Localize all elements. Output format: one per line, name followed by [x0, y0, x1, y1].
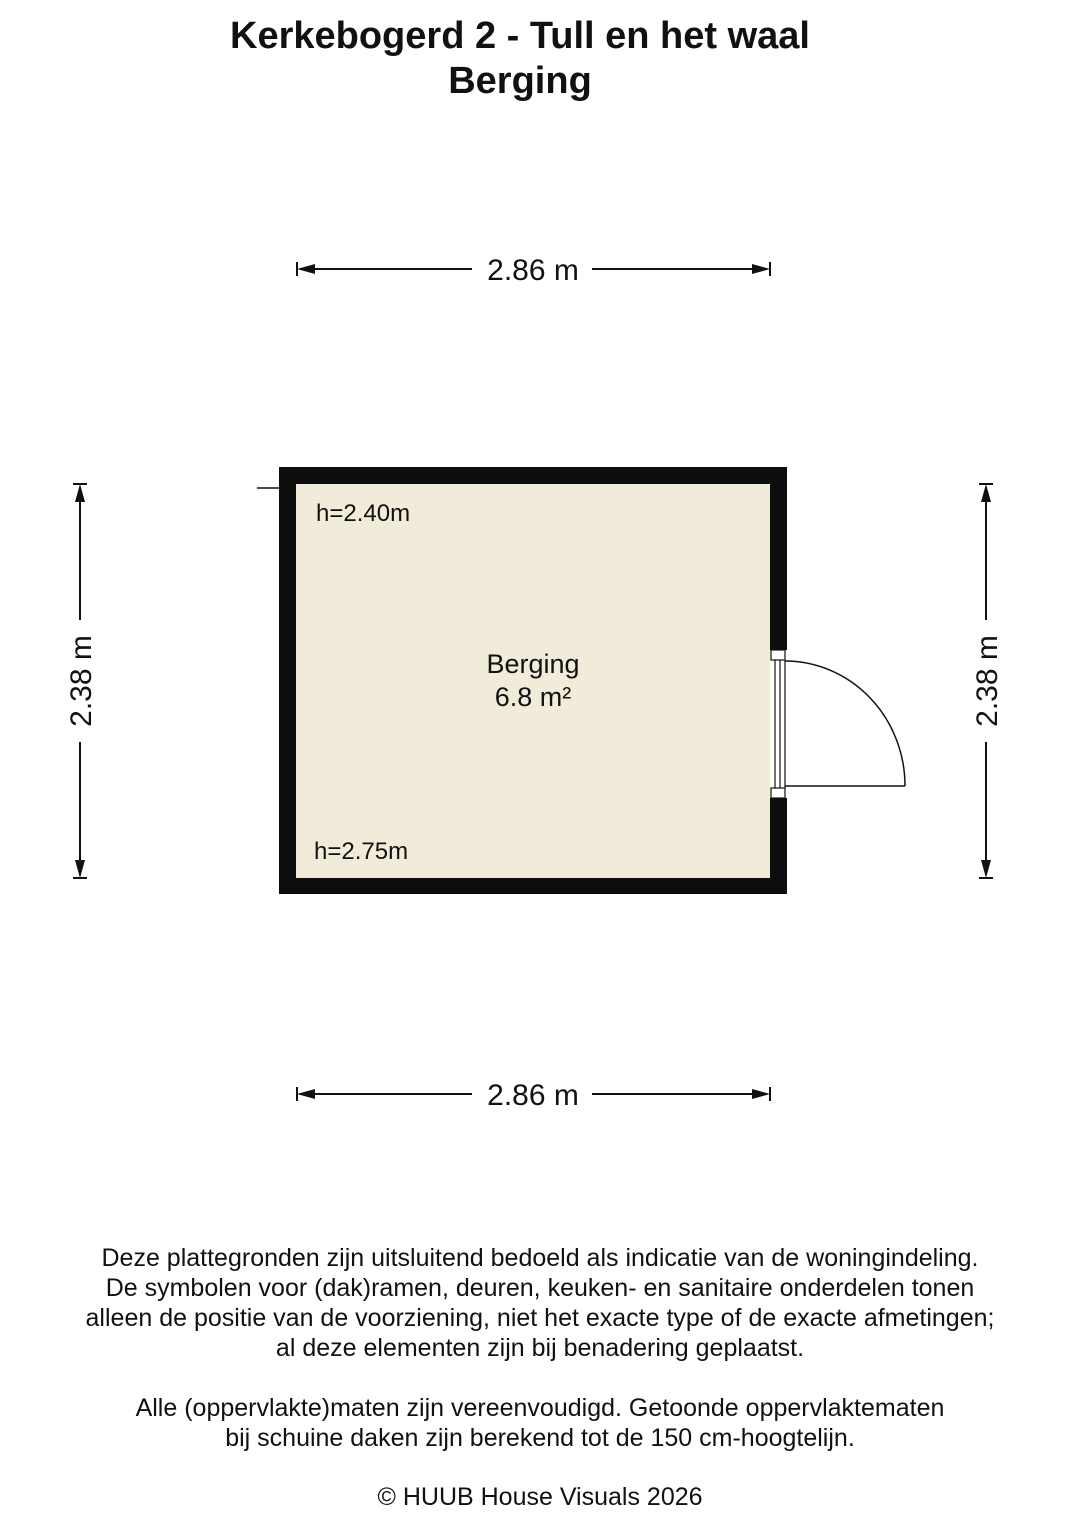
disclaimer-line: alleen de positie van de voorziening, niet het exacte type of de exacte afmetingen;	[85, 1304, 995, 1332]
disclaimer-line: De symbolen voor (dak)ramen, deuren, keuken- en sanitaire onderdelen tonen	[105, 1274, 975, 1302]
room-floor	[296, 484, 770, 878]
plan-title: Kerkebogerd 2 - Tull en het waal	[230, 15, 810, 57]
disclaimer-line: Alle (oppervlakte)maten zijn vereenvoudigd. Getoonde oppervlaktematen	[135, 1394, 945, 1422]
door	[770, 650, 905, 798]
ceiling-height-top: h=2.40m	[316, 500, 411, 527]
room-name: Berging	[486, 649, 580, 679]
disclaimer-paragraph-1	[0, 1243, 1080, 1363]
copyright-notice: © HUUB House Visuals 2026	[377, 1483, 703, 1511]
dimension-right-label: 2.38 m	[971, 635, 1004, 727]
disclaimer-paragraph-2	[0, 1393, 1080, 1453]
disclaimer-line: bij schuine daken zijn berekend tot de 150 cm-hoogtelijn.	[225, 1424, 855, 1452]
dimension-top-label: 2.86 m	[487, 254, 579, 287]
dimension-bottom-label: 2.86 m	[487, 1079, 579, 1112]
disclaimer-line: Deze plattegronden zijn uitsluitend bedoeld als indicatie van de woningindeling.	[101, 1244, 979, 1272]
ceiling-height-bottom: h=2.75m	[314, 838, 409, 865]
plan-subtitle: Berging	[448, 60, 592, 102]
room-area: 6.8 m²	[494, 682, 572, 712]
dimension-left-label: 2.38 m	[65, 635, 98, 727]
disclaimer-line: al deze elementen zijn bij benadering geplaatst.	[275, 1334, 805, 1362]
